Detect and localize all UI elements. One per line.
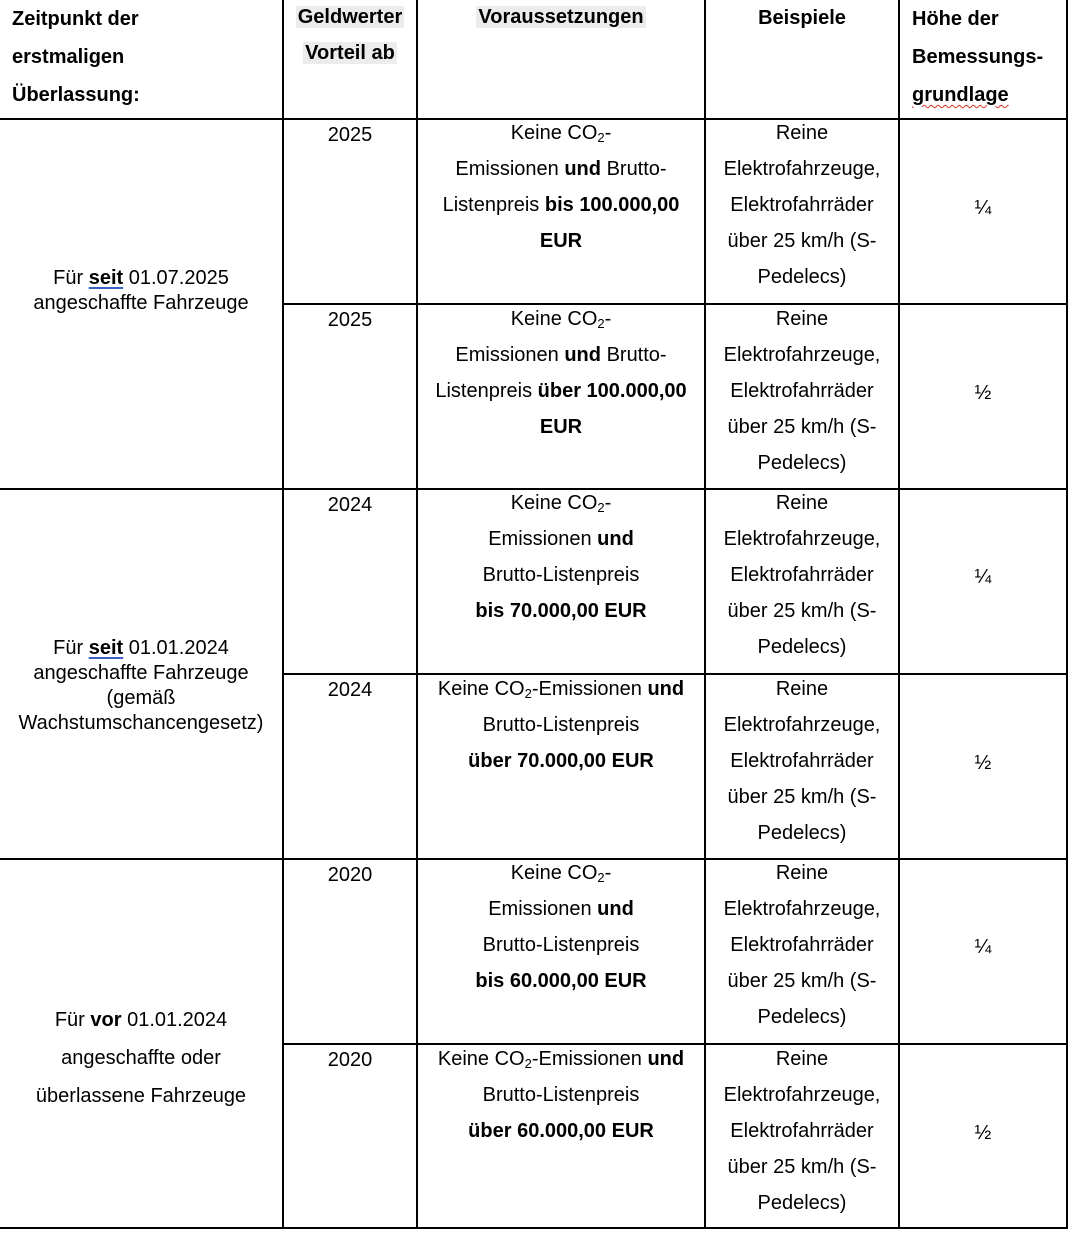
examples-cell: Reine Elektrofahrzeuge, Elektrofahrräder über 25 km/h (S- Pedelecs) <box>723 308 881 474</box>
year-cell: 2024 <box>327 494 373 516</box>
fraction-cell: ¼ <box>974 936 992 958</box>
year-cell: 2025 <box>327 124 373 146</box>
requirements-cell: Keine $CO_2-$ Emissionen und Brutto- Listenpreis bis 100.000,00 EUR <box>442 122 680 252</box>
requirements-cell: Keine $CO_2-$ Emissionen und Brutto-Listenpreis bis 60.000,00 EUR <box>475 862 647 992</box>
year-cell: 2025 <box>327 309 373 331</box>
group-label: Für seit 01.07.2025 angeschaffte Fahrzeuge <box>33 267 249 314</box>
examples-cell: Reine Elektrofahrzeuge, Elektrofahrräder über 25 km/h (S- Pedelecs) <box>723 1048 881 1214</box>
header-voraussetzungen: Voraussetzungen <box>478 6 644 28</box>
fraction-cell: ½ <box>974 382 992 404</box>
fraction-cell: ½ <box>974 752 992 774</box>
year-cell: 2020 <box>327 864 373 886</box>
fraction-cell: ¼ <box>974 566 992 588</box>
header-bemessungsgrundlage: Höhe der Bemessungs- grundlage <box>912 8 1044 106</box>
requirements-cell: Keine $CO_2$-Emissionen und Brutto-Listenpreis über 70.000,00 EUR <box>437 678 685 772</box>
grid-line <box>0 1227 1068 1229</box>
header-zeitpunkt: Zeitpunkt der erstmaligen Überlassung: <box>12 8 140 106</box>
group-label: Für seit 01.01.2024 angeschaffte Fahrzeuge (gemäß Wachstumschancengesetz) <box>18 637 264 734</box>
requirements-cell: Keine $CO_2-$ Emissionen und Brutto-Listenpreis bis 70.000,00 EUR <box>475 492 647 622</box>
header-beispiele: Beispiele <box>758 7 846 29</box>
fraction-cell: ½ <box>974 1122 992 1144</box>
examples-cell: Reine Elektrofahrzeuge, Elektrofahrräder über 25 km/h (S- Pedelecs) <box>723 492 881 658</box>
examples-cell: Reine Elektrofahrzeuge, Elektrofahrräder über 25 km/h (S- Pedelecs) <box>723 862 881 1028</box>
examples-cell: Reine Elektrofahrzeuge, Elektrofahrräder über 25 km/h (S- Pedelecs) <box>723 122 881 288</box>
requirements-cell: Keine $CO_2$-Emissionen und Brutto-Listenpreis über 60.000,00 EUR <box>437 1048 685 1142</box>
header-geldwerter-vorteil: Geldwerter Vorteil ab <box>297 6 403 64</box>
fraction-cell: ¼ <box>974 197 992 219</box>
group-label: Für vor 01.01.2024 angeschaffte oder überlassene Fahrzeuge <box>35 1009 247 1107</box>
year-cell: 2020 <box>327 1049 373 1071</box>
requirements-cell: Keine $CO_2-$ Emissionen und Brutto- Listenpreis über 100.000,00 EUR <box>435 308 687 438</box>
examples-cell: Reine Elektrofahrzeuge, Elektrofahrräder über 25 km/h (S- Pedelecs) <box>723 678 881 844</box>
year-cell: 2024 <box>327 679 373 701</box>
